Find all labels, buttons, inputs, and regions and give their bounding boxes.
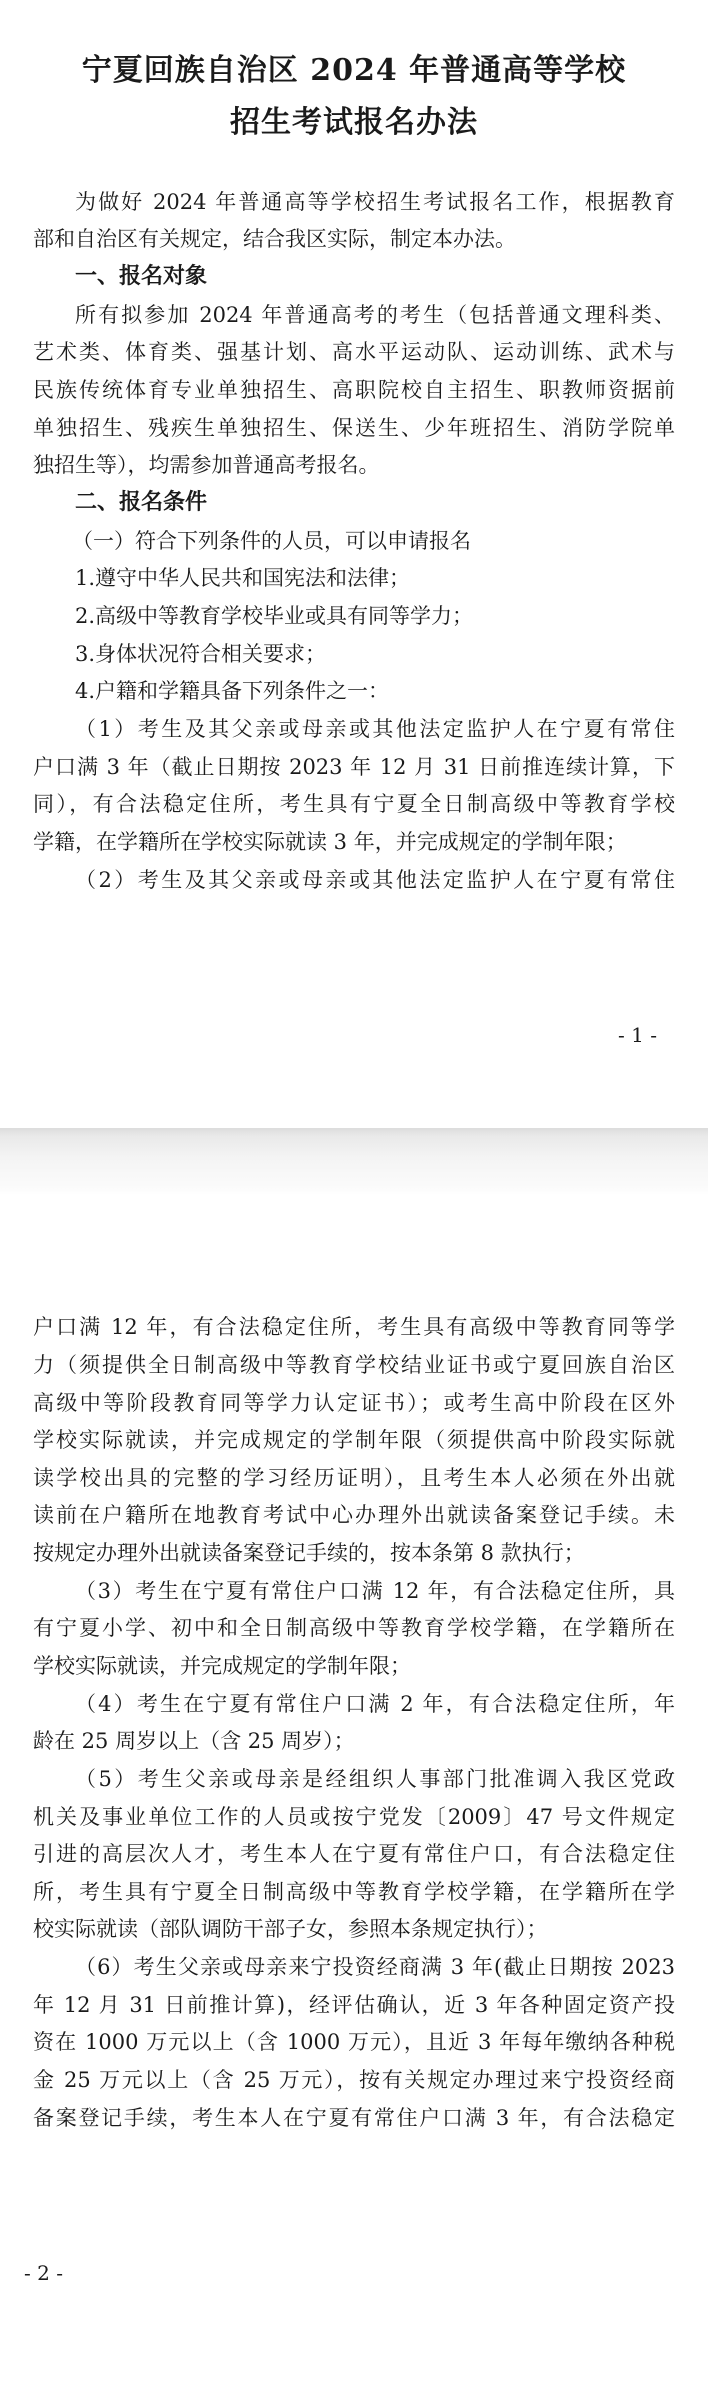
section1-line: 独招生等），均需参加普通高考报名。: [33, 453, 380, 477]
condition-6-line: 备案登记手续，考生本人在宁夏有常住户口满 3 年，有合法稳定: [33, 2106, 675, 2130]
condition-6-line: 资在 1000 万元以上（含 1000 万元），且近 3 年每年缴纳各种税: [33, 2030, 675, 2054]
condition-item: 1.遵守中华人民共和国宪法和法律；: [75, 566, 411, 590]
section1-line: 单独招生、残疾生单独招生、保送生、少年班招生、消防学院单: [33, 416, 675, 440]
condition-5-line: 所，考生具有宁夏全日制高级中等教育学校学籍，在学籍所在学: [33, 1880, 675, 1904]
condition-1-line: （1）考生及其父亲或母亲或其他法定监护人在宁夏有常住: [75, 717, 675, 741]
subheading: （一）符合下列条件的人员，可以申请报名: [72, 529, 471, 553]
section1-line: 所有拟参加 2024 年普通高考的考生（包括普通文理科类、: [75, 303, 675, 327]
condition-2-line: 力（须提供全日制高级中等教育学校结业证书或宁夏回族自治区: [33, 1353, 675, 1377]
section-heading-2: 二、报名条件: [75, 490, 208, 515]
condition-6-line: 金 25 万元以上（含 25 万元），按有关规定办理过来宁投资经商: [33, 2068, 675, 2092]
condition-3-line: 有宁夏小学、初中和全日制高级中等教育学校学籍，在学籍所在: [33, 1616, 675, 1640]
document-title-line-1: 宁夏回族自治区 2024 年普通高等学校: [81, 53, 627, 88]
section1-line: 民族传统体育专业单独招生、高职院校自主招生、职教师资据前: [33, 378, 675, 402]
condition-4-line: （4）考生在宁夏有常住户口满 2 年，有合法稳定住所，年: [75, 1692, 675, 1716]
condition-3-line: 学校实际就读，并完成规定的学制年限；: [33, 1654, 411, 1678]
condition-2-line: 学校实际就读，并完成规定的学制年限（须提供高中阶段实际就: [33, 1428, 675, 1452]
condition-1-line: 户口满 3 年（截止日期按 2023 年 12 月 31 日前推连续计算，下: [33, 755, 675, 779]
condition-item: 2.高级中等教育学校毕业或具有同等学力；: [75, 604, 474, 628]
page-separator: [0, 1128, 708, 1195]
condition-5-line: 机关及事业单位工作的人员或按宁党发〔2009〕47 号文件规定: [33, 1805, 675, 1829]
condition-1-line: 学籍，在学籍所在学校实际就读 3 年，并完成规定的学制年限；: [33, 830, 627, 854]
condition-2-line: 户口满 12 年，有合法稳定住所，考生具有高级中等教育同等学: [33, 1315, 675, 1339]
condition-2-line: 高级中等阶段教育同等学力认定证书）；或考生高中阶段在区外: [33, 1391, 675, 1415]
intro-line: 为做好 2024 年普通高等学校招生考试报名工作，根据教育: [75, 190, 675, 214]
condition-item: 4.户籍和学籍具备下列条件之一：: [75, 679, 390, 703]
intro-line: 部和自治区有关规定，结合我区实际，制定本办法。: [33, 227, 516, 251]
condition-3-line: （3）考生在宁夏有常住户口满 12 年，有合法稳定住所，具: [75, 1579, 675, 1603]
condition-5-line: （5）考生父亲或母亲是经组织人事部门批准调入我区党政: [75, 1767, 675, 1791]
condition-1-line: 同），有合法稳定住所，考生具有宁夏全日制高级中等教育学校: [33, 792, 675, 816]
section-heading-1: 一、报名对象: [75, 264, 208, 289]
condition-2-line: 按规定办理外出就读备案登记手续的，按本条第 8 款执行；: [33, 1541, 585, 1565]
condition-5-line: 引进的高层次人才，考生本人在宁夏有常住户口，有合法稳定住: [33, 1842, 675, 1866]
condition-2-line: 读前在户籍所在地教育考试中心办理外出就读备案登记手续。未: [33, 1503, 675, 1527]
condition-item: 3.身体状况符合相关要求；: [75, 642, 327, 666]
condition-4-line: 龄在 25 周岁以上（含 25 周岁）；: [33, 1729, 355, 1753]
condition-5-line: 校实际就读（部队调防干部子女，参照本条规定执行）；: [33, 1917, 548, 1941]
document-page-1: [0, 0, 708, 1128]
condition-6-line: （6）考生父亲或母亲来宁投资经商满 3 年(截止日期按 2023: [75, 1955, 675, 1979]
condition-2-line: （2）考生及其父亲或母亲或其他法定监护人在宁夏有常住: [75, 868, 675, 892]
document-title-line-2: 招生考试报名办法: [230, 105, 478, 140]
page-number: - 1 -: [618, 1023, 657, 1047]
document-page-2: [0, 1195, 708, 2396]
page-number: - 2 -: [24, 2261, 63, 2285]
condition-6-line: 年 12 月 31 日前推计算)，经评估确认，近 3 年各种固定资产投: [33, 1993, 675, 2017]
condition-2-line: 读学校出具的完整的学习经历证明），且考生本人必须在外出就: [33, 1466, 675, 1490]
section1-line: 艺术类、体育类、强基计划、高水平运动队、运动训练、武术与: [33, 340, 675, 364]
